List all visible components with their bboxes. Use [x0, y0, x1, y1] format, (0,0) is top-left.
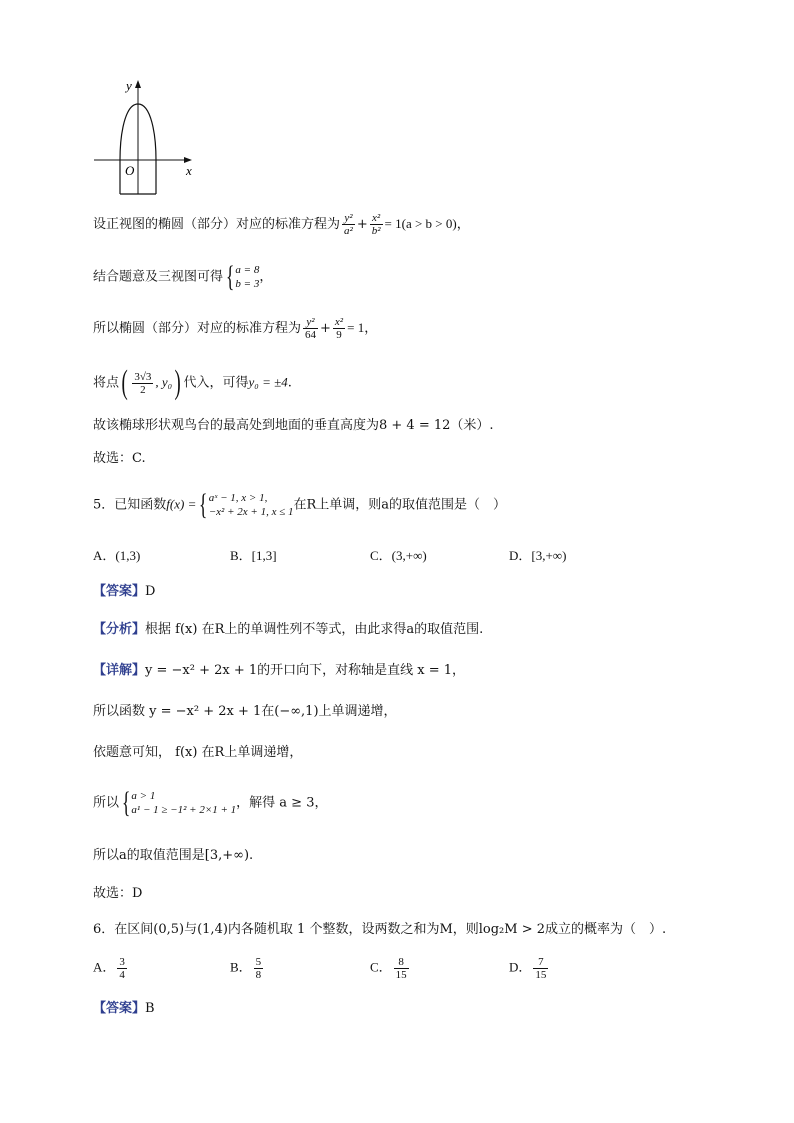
solution-line-5: 故该椭球形状观鸟台的最高处到地面的垂直高度为8 + 4 = 12（米）.: [93, 418, 494, 433]
option-label: A．: [93, 548, 116, 563]
q5-detail-4: [93, 788, 327, 818]
option-b[interactable]: [230, 956, 265, 981]
q6-answer: [93, 999, 155, 1019]
option-label: B．: [230, 959, 252, 975]
solution-line-2: [93, 262, 272, 292]
y-axis-arrow: [135, 80, 141, 88]
option-a[interactable]: [93, 956, 129, 981]
option-d[interactable]: [509, 545, 566, 564]
denominator: 15: [535, 969, 547, 981]
point-y0: , y₀: [155, 374, 173, 390]
solution-line-1: 设正视图的椭圆（部分）对应的标准方程为 $\frac{\text{y²}}{\text{a²}}$ + $\frac{\text{x²}}{\text{b²}}$ = 1(a > b > 0)，: [93, 212, 470, 237]
inequality-system: [131, 789, 236, 817]
solution-line-6: 故选：C.: [93, 451, 146, 466]
equation-tail: = 1，: [347, 320, 378, 335]
x-label: x: [186, 163, 192, 178]
denominator: 8: [255, 969, 262, 981]
text: 所以: [93, 795, 120, 811]
text: 设正视图的椭圆（部分）对应的标准方程为: [93, 217, 341, 232]
fraction-x2-9: $\frac{\text{x²}}{9}$: [334, 316, 344, 341]
fraction-point: $\frac{3√3}{2}$: [134, 370, 152, 396]
answer-value: B: [145, 1001, 155, 1016]
answer-tag: 【答案】: [93, 584, 146, 599]
fraction-y2-64: $\frac{\text{y²}}{64}$: [305, 316, 317, 341]
option-label: D．: [509, 959, 532, 975]
answer-value: D: [145, 584, 156, 599]
option-fraction: [533, 956, 548, 981]
answer-tag: 【答案】: [93, 1001, 146, 1016]
equation-system: [235, 263, 259, 291]
denominator: 4: [119, 969, 125, 981]
option-c[interactable]: [370, 956, 411, 981]
text: ，解得 a ≥ 3，: [236, 795, 328, 811]
q5-choose: 故选：D: [93, 886, 143, 901]
option-b[interactable]: [230, 545, 277, 564]
q5-analysis: [93, 620, 483, 640]
brace: {: [199, 488, 208, 521]
y-label: y: [126, 78, 132, 93]
eq2: b = 3: [235, 278, 260, 290]
origin-label: O: [125, 163, 135, 178]
option-label: C．: [370, 959, 392, 975]
paren-left: (: [121, 364, 128, 401]
case-2: −x² + 2x + 1, x ≤ 1: [208, 506, 294, 518]
q5-detail-1: [93, 661, 465, 681]
solution-line-4: 将点( $\frac{3√3}{2}$ , y₀) 代入，可得y₀ = ±4.: [93, 364, 292, 401]
text: 所以椭圆（部分）对应的标准方程为: [93, 321, 302, 336]
case-1: aˣ − 1, x > 1,: [208, 492, 268, 504]
option-label: A．: [93, 959, 116, 975]
numerator: 5: [255, 956, 262, 968]
question-number: 5．已知函数: [93, 497, 167, 513]
numerator: 3: [119, 956, 125, 968]
q5-detail-2: 所以函数 y = −x² + 2x + 1在(−∞,1)上单调递增，: [93, 704, 397, 719]
brace: {: [121, 786, 131, 819]
brace: {: [225, 260, 235, 293]
option-fraction: [254, 956, 264, 981]
function-name: f(x) =: [166, 496, 197, 512]
option-a[interactable]: [93, 545, 140, 564]
ellipse-figure: [92, 76, 202, 200]
ineq-1: a > 1: [131, 790, 156, 802]
text: 将点: [93, 375, 120, 391]
solution-line-3: 所以椭圆（部分）对应的标准方程为 $\frac{\text{y²}}{64}$ + $\frac{\text{x²}}{9}$ = 1，: [93, 316, 378, 341]
option-c[interactable]: [370, 545, 427, 564]
option-label: C．: [370, 548, 392, 563]
detail-tag: 【详解】: [93, 663, 146, 678]
paren-right: ): [174, 364, 181, 401]
question-6: 6．在区间(0,5)与(1,4)内各随机取 1 个整数，设两数之和为M，则log₂M > 2成立的概率为（ ）.: [93, 922, 667, 937]
equation-tail: = 1(a > b > 0)，: [384, 216, 470, 231]
analysis-tag: 【分析】: [93, 622, 146, 637]
q5-answer: [93, 582, 155, 602]
option-d[interactable]: [509, 956, 550, 981]
option-value: (3,+∞): [391, 548, 427, 563]
option-value: [3,+∞): [531, 548, 567, 563]
option-fraction: [117, 956, 127, 981]
detail-text: y = −x² + 2x + 1的开口向下，对称轴是直线 x = 1，: [145, 663, 466, 678]
numerator: 7: [533, 956, 548, 969]
ineq-2: a¹ − 1 ≥ −1² + 2×1 + 1: [131, 804, 237, 816]
option-label: B．: [230, 548, 252, 563]
piecewise-cases: [209, 491, 294, 519]
q5-detail-3: 依题意可知， f(x) 在R上单调递增，: [93, 745, 303, 760]
question-tail: 在R上单调，则a的取值范围是（ ）: [293, 497, 507, 513]
denominator: 15: [395, 969, 407, 981]
fraction-y2-a2: $\frac{\text{y²}}{\text{a²}}$: [344, 212, 353, 237]
option-value: [1,3]: [251, 548, 277, 563]
result: y₀ = ±4: [248, 374, 288, 390]
question-5: [93, 490, 506, 520]
analysis-text: 根据 f(x) 在R上的单调性列不等式，由此求得a的取值范围.: [145, 622, 484, 637]
option-value: (1,3): [115, 548, 141, 563]
text: ，: [259, 269, 273, 285]
eq1: a = 8: [235, 264, 260, 276]
text: 代入，可得: [183, 375, 249, 391]
text: 结合题意及三视图可得: [93, 269, 224, 285]
q5-detail-5: 所以a的取值范围是[3,+∞).: [93, 848, 254, 863]
option-label: D．: [509, 548, 532, 563]
option-fraction: [394, 956, 409, 981]
fraction-x2-b2: $\frac{\text{x²}}{\text{b²}}$: [371, 212, 381, 237]
numerator: 8: [394, 956, 409, 969]
